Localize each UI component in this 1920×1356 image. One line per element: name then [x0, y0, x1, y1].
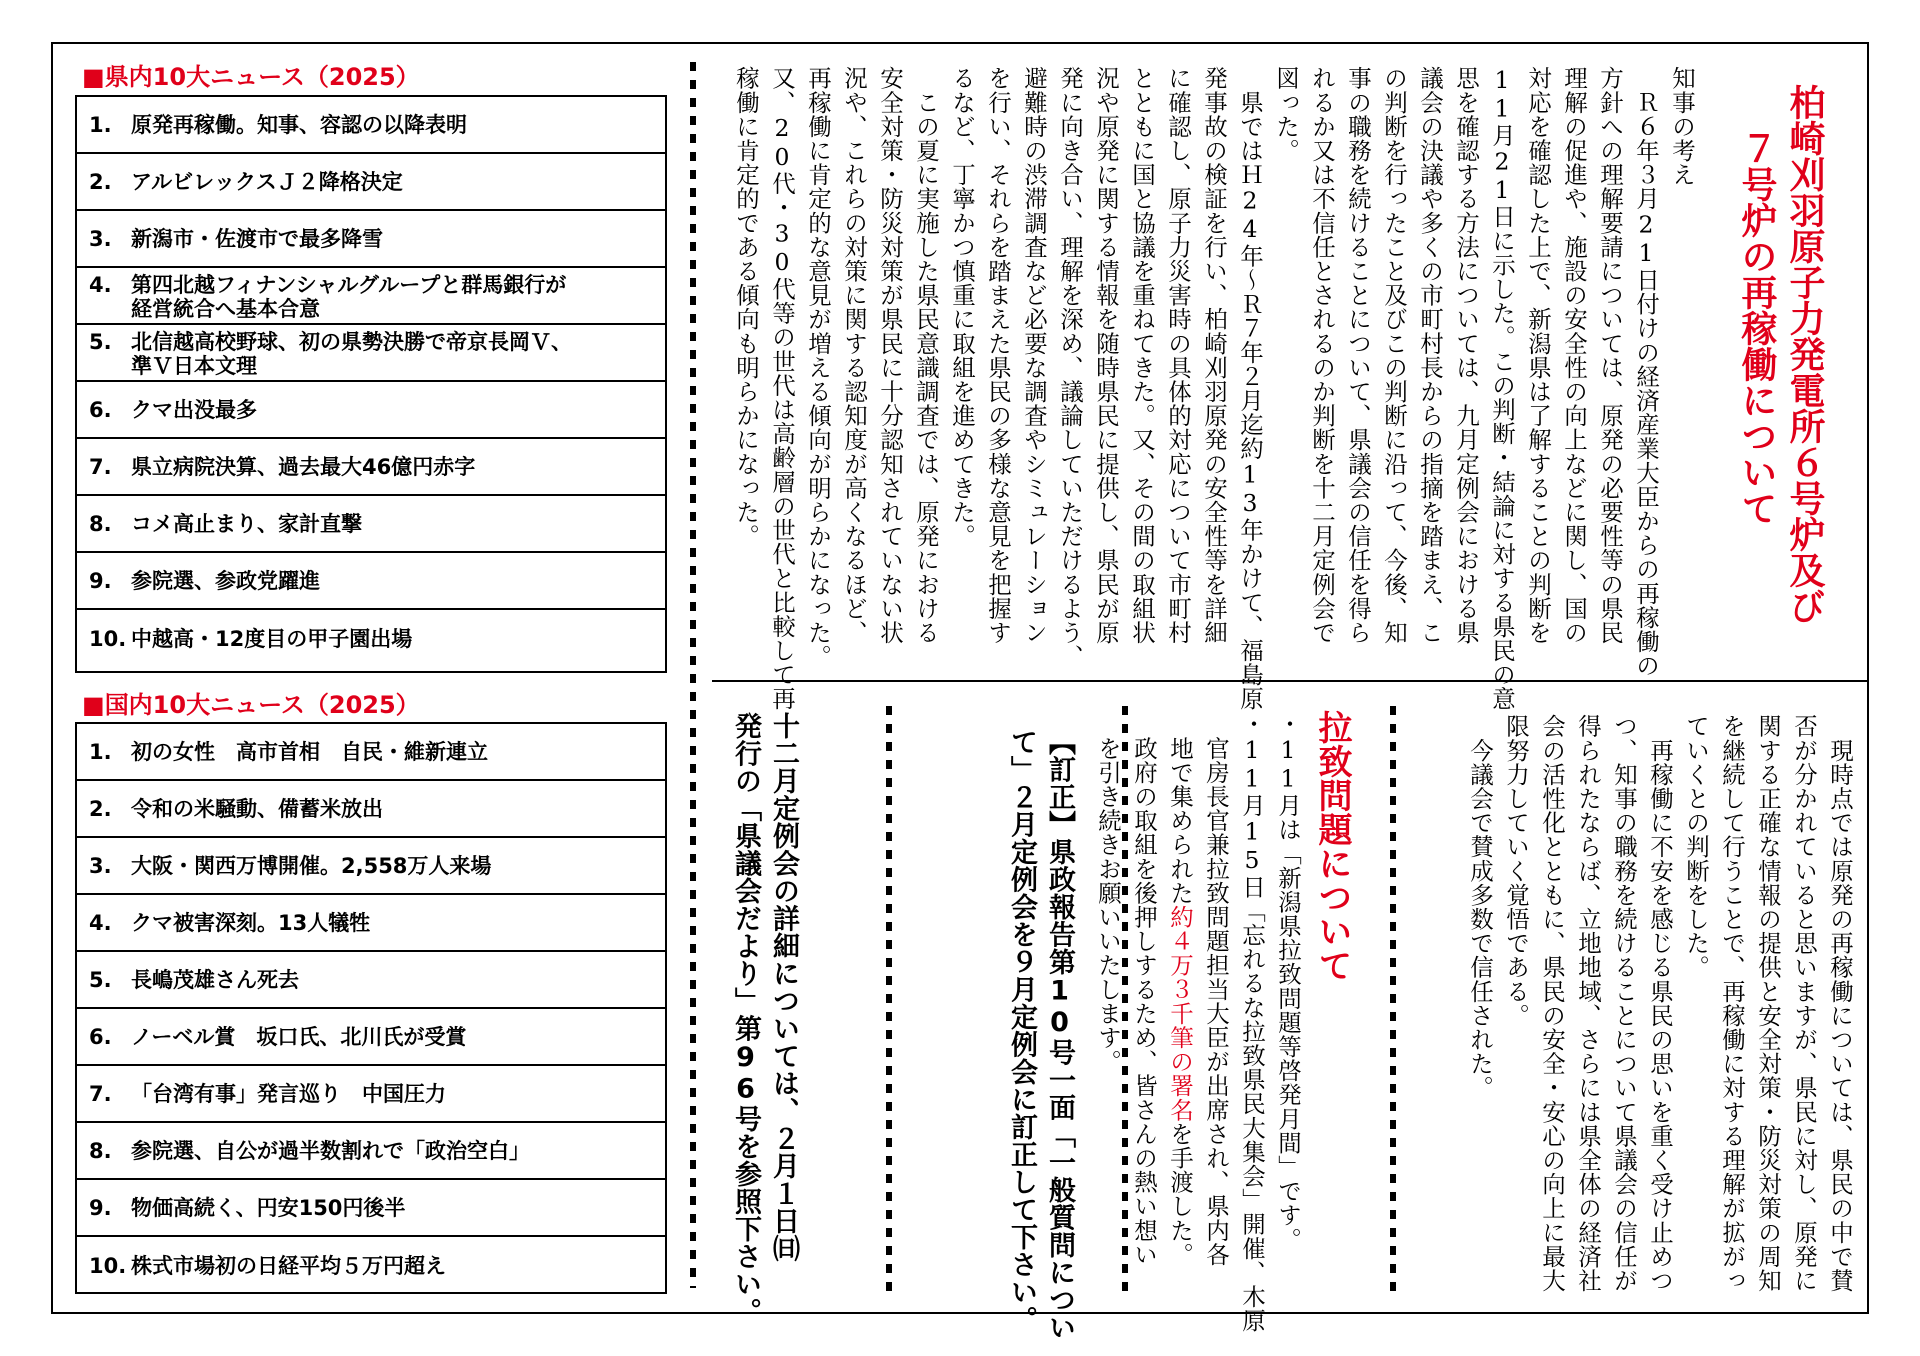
national-news-item: 3. 大阪・関西万博開催。2,558万人来場: [77, 838, 665, 895]
kashiwazaki-heading-line1: 柏崎刈羽原子力発電所６号炉及び: [1784, 84, 1825, 624]
section-divider-dashed: [1390, 706, 1396, 1296]
kashiwazaki-continuation: 現時点では原発の再稼働については、県民の中で賛 否が分かれていると思いますが、県民に対し、原発に 関する正確な情報の提供と安全対策・防災対策の周知 を継続して行うことで、再稼働に対する理解が拡がっ ていくとの判断をした。 再稼働に不安を感じる県民の思いを重く受け止めつ つ、知事の職務を続けることについて県議会の信任が 得られたならば、立地地域、さらには県全体の経済社 会の活性化とともに、県民の安全・安心の向上に最大 限努力していく覚悟である。 今議会で賛成多数で信任された。: [1466, 714, 1854, 1293]
national-news-list: [75, 722, 667, 1294]
correction-notice: 【訂正】県政報告第10号一面「一般質問につい て」２月定例会を９月定例会に訂正して下さい。: [1006, 728, 1075, 1341]
december-session-notice: 十二月定例会の詳細については、２月１日㈰ 発行の「県議会だより」第96号を参照下さい。: [730, 712, 799, 1325]
national-news-item: 8. 参院選、自公が過半数割れで「政治空白」: [77, 1123, 665, 1180]
national-news-item: 9. 物価高続く、円安150円後半: [77, 1180, 665, 1237]
prefecture-news-list: [75, 95, 667, 673]
prefecture-news-item: 10. 中越高・12度目の甲子園出場: [89, 626, 413, 651]
prefecture-news-item: 6. クマ出没最多: [77, 382, 665, 439]
national-news-item: 10. 株式市場初の日経平均５万円超え: [89, 1253, 446, 1278]
prefecture-news-item: 9. 参院選、参政党躍進: [77, 553, 665, 610]
prefecture-news-item: 4. 第四北越フィナンシャルグループと群馬銀行が 経営統合へ基本合意: [77, 268, 665, 325]
section-divider-horizontal: [712, 680, 1868, 682]
kashiwazaki-body: 知事の考え Ｒ６年３月21日付けの経済産業大臣からの再稼働の 方針への理解要請については、原発の必要性等の県民 理解の促進や、施設の安全性の向上などに関し、国の 対応を確認した上で、新潟県は了解することの判断を 11月21日に示した。この判断・結論に対する県民の意 思を確認する方法については、九月定例会における県 議会の決議や多くの市町村長からの指摘を踏まえ、こ の判断を行ったこと及びこの判断に沿って、今後、知 事の職務を続けることについて、県議会の信任を得ら れるか又は不信任とされるのか判断を十二月定例会で 図った。 県ではＨ24年～Ｒ７年２月迄約13年かけて、福島原 発事故の検証を行い、柏崎刈羽原発の安全性等を詳細 に確認し、原子力災害時の具体的対応について市町村 とともに国と協議を重ねてきた。又、その間の取組状 況や原発に関する情報を随時県民に提供し、県民が原 発に向き合い、理解を深め、議論していただけるよう、 避難時の渋滞調査など必要な調査やシミュレーション を行い、それらを踏まえた県民の多様な意見を把握す るなど、丁寧かつ慎重に取組を進めてきた。 この夏に実施した県民意識調査では、原発における 安全対策・防災対策が県民に十分認知されていない状 況や、これらの対策に関する認知度が高くなるほど、 再稼働に肯定的な意見が増える傾向が明らかになった。 又、20代・30代等の世代は高齢層の世代と比較して再 稼働に肯定的である傾向も明らかになった。: [732, 66, 1696, 711]
prefecture-news-item: 1. 原発再稼働。知事、容認の以降表明: [77, 97, 665, 154]
prefecture-news-item: 2. アルビレックスＪ２降格決定: [77, 154, 665, 211]
national-news-title: ■国内10大ニュース（2025）: [82, 691, 420, 719]
national-news-item: 4. クマ被害深刻。13人犠牲: [77, 895, 665, 952]
section-divider-dashed: [690, 62, 696, 1288]
national-news-item: 5. 長嶋茂雄さん死去: [77, 952, 665, 1009]
prefecture-news-item: 5. 北信越高校野球、初の県勢決勝で帝京長岡Ｖ、 準Ｖ日本文理: [77, 325, 665, 382]
national-news-item: 2. 令和の米騒動、備蓄米放出: [77, 781, 665, 838]
section-divider-dashed: [886, 706, 892, 1296]
national-news-item: 1. 初の女性 高市首相 自民・維新連立: [77, 724, 665, 781]
abduction-heading: 拉致問題について: [1312, 710, 1352, 982]
signature-count-highlight: 約４万３千筆の署名: [1166, 904, 1194, 1122]
national-news-item: 6. ノーベル賞 坂口氏、北川氏が受賞: [77, 1009, 665, 1066]
prefecture-news-item: 8. コメ高止まり、家計直撃: [77, 496, 665, 553]
national-news-item: 7. 「台湾有事」発言巡り 中国圧力: [77, 1066, 665, 1123]
prefecture-news-title: ■県内10大ニュース（2025）: [82, 63, 420, 91]
kashiwazaki-heading-line2: ７号炉の再稼働について: [1736, 130, 1777, 526]
abduction-body: ・11月は「新潟県拉致問題等啓発月間」です。 ・11月15日「忘れるな拉致県民大集会」開催、木原 官房長官兼拉致問題担当大臣が出席され、県内各 地で集められた約４万３千筆の署名を手渡した。 政府の取組を後押しするため、皆さんの熱い想い を引き続きお願いいたします。: [1094, 712, 1302, 1333]
prefecture-news-item: 3. 新潟市・佐渡市で最多降雪: [77, 211, 665, 268]
prefecture-news-item: 7. 県立病院決算、過去最大46億円赤字: [77, 439, 665, 496]
